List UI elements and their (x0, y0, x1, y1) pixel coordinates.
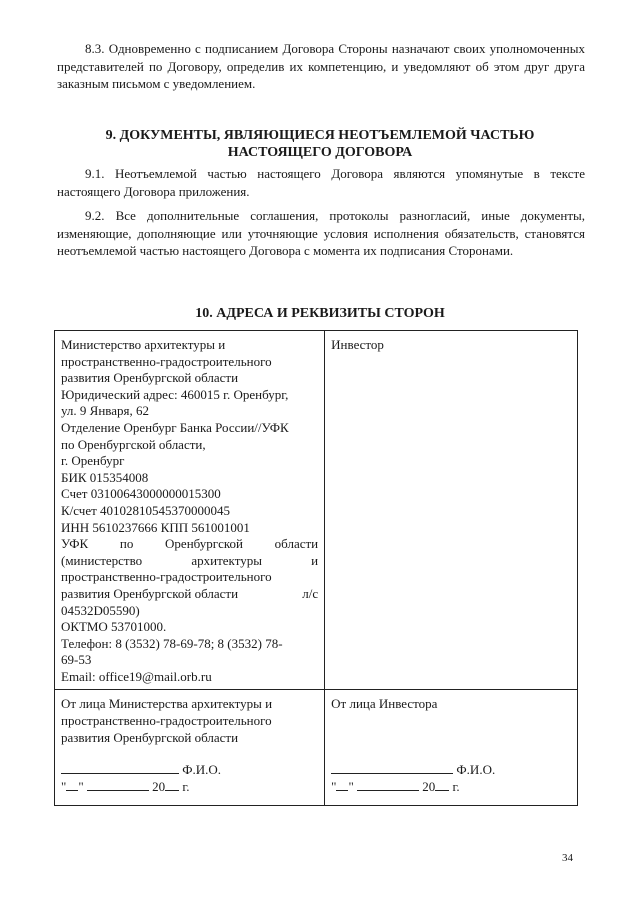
signature-row (55, 690, 578, 806)
month-blank (357, 790, 419, 791)
ufk-word: области (274, 536, 319, 552)
section-9-title-line2: НАСТОЯЩЕГО ДОГОВОРА (227, 145, 413, 160)
ufk-word: УФК (61, 536, 89, 552)
legal-address-line: Юридический адрес: 460015 г. Оренбург, (61, 386, 289, 402)
ufk-account-line (61, 586, 318, 603)
fio-label: Ф.И.О. (456, 762, 496, 778)
day-blank (336, 790, 348, 791)
ufk-line (61, 536, 318, 553)
signatory-line: развития Оренбургской области (61, 729, 239, 745)
quote-mark: " (78, 778, 84, 794)
year-blank (435, 790, 449, 791)
year-suffix: г. (452, 778, 460, 794)
legal-address-line: ул. 9 Января, 62 (61, 403, 150, 419)
inn-kpp-line: ИНН 5610237666 КПП 561001001 (61, 519, 250, 535)
section-10-title: 10. АДРЕСА И РЕКВИЗИТЫ СТОРОН (195, 306, 445, 321)
quote-mark: " (61, 778, 67, 794)
paragraph-9-1 (57, 165, 585, 200)
ufk-word: Оренбургской (165, 536, 243, 552)
signature-blank (61, 773, 179, 774)
corr-account-line: К/счет 40102810545370000045 (61, 502, 231, 518)
ministry-details-cell (55, 331, 325, 690)
paragraph-9-2-text: 9.2. Все дополнительные соглашения, протоколы разногласий, иные документы, изменяющие, дополняющие или уточняющие условия исполнения обязательств, становятся неотъемлемой частью настоящего Договора с момента их подписания Сторонами. (57, 208, 585, 258)
requisites-table (54, 330, 578, 806)
quote-mark: " (331, 778, 337, 794)
ufk-line: пространственно-градостроительного (61, 569, 272, 585)
year-prefix: 20 (152, 778, 166, 794)
ufk-word: развития Оренбургской области (61, 585, 239, 601)
page-number: 34 (562, 852, 573, 864)
ministry-name-line: Министерство архитектуры и (61, 337, 226, 352)
fio-label: Ф.И.О. (182, 762, 222, 778)
bank-line: г. Оренбург (61, 453, 125, 469)
paragraph-9-1-text: 9.1. Неотъемлемой частью настоящего Договора являются упомянутые в тексте настоящего Договора приложения. (57, 166, 585, 199)
section-9-title (40, 127, 600, 161)
account-line: Счет 03100643000000015300 (61, 486, 221, 502)
ufk-line: 04532D05590) (61, 602, 140, 618)
ministry-signature-cell (55, 690, 325, 806)
phone-line: 69-53 (61, 652, 92, 668)
paragraph-8-3-text: 8.3. Одновременно с подписанием Договора Стороны назначают своих уполномоченных представителей по Договору, определив их компетенцию, и уведомляют об этом друг друга заказным письмом с уведомлением. (57, 41, 585, 91)
signature-date-line (61, 779, 318, 796)
paragraph-9-2 (57, 207, 585, 260)
requisites-row (55, 331, 578, 690)
signatory-line: От лица Министерства архитектуры и (61, 696, 273, 712)
ufk-word: по (119, 536, 134, 552)
ufk-ministry-line (61, 553, 318, 570)
ufk-word: архитектуры (191, 552, 262, 568)
signature-fio-line (331, 762, 571, 779)
email-line: Email: office19@mail.orb.ru (61, 668, 212, 684)
investor-label: Инвестор (331, 337, 384, 352)
bik-line: БИК 015354008 (61, 469, 149, 485)
month-blank (87, 790, 149, 791)
year-prefix: 20 (422, 778, 436, 794)
phone-line: Телефон: 8 (3532) 78-69-78; 8 (3532) 78- (61, 635, 283, 651)
signatory-line: пространственно-градостроительного (61, 713, 272, 729)
day-blank (66, 790, 78, 791)
paragraph-8-3 (57, 40, 585, 93)
oktmo-line: ОКТМО 53701000. (61, 619, 167, 635)
ufk-word: и (311, 552, 319, 568)
section-9-title-line1: 9. ДОКУМЕНТЫ, ЯВЛЯЮЩИЕСЯ НЕОТЪЕМЛЕМОЙ ЧАСТЬЮ (105, 128, 535, 143)
bank-line: по Оренбургской области, (61, 436, 206, 452)
ministry-name-line: развития Оренбургской области (61, 370, 239, 386)
bank-line: Отделение Оренбург Банка России//УФК (61, 419, 289, 435)
signature-blank (331, 773, 453, 774)
signature-fio-line (61, 762, 318, 779)
signature-date-line (331, 779, 571, 796)
investor-details-cell (325, 331, 578, 690)
ministry-name-line: пространственно-градостроительного (61, 353, 272, 369)
ufk-word: л/с (302, 585, 319, 601)
year-blank (165, 790, 179, 791)
investor-signature-cell (325, 690, 578, 806)
year-suffix: г. (182, 778, 190, 794)
ufk-word: (министерство (61, 552, 143, 568)
quote-mark: " (348, 778, 354, 794)
signatory-line: От лица Инвестора (331, 696, 438, 712)
